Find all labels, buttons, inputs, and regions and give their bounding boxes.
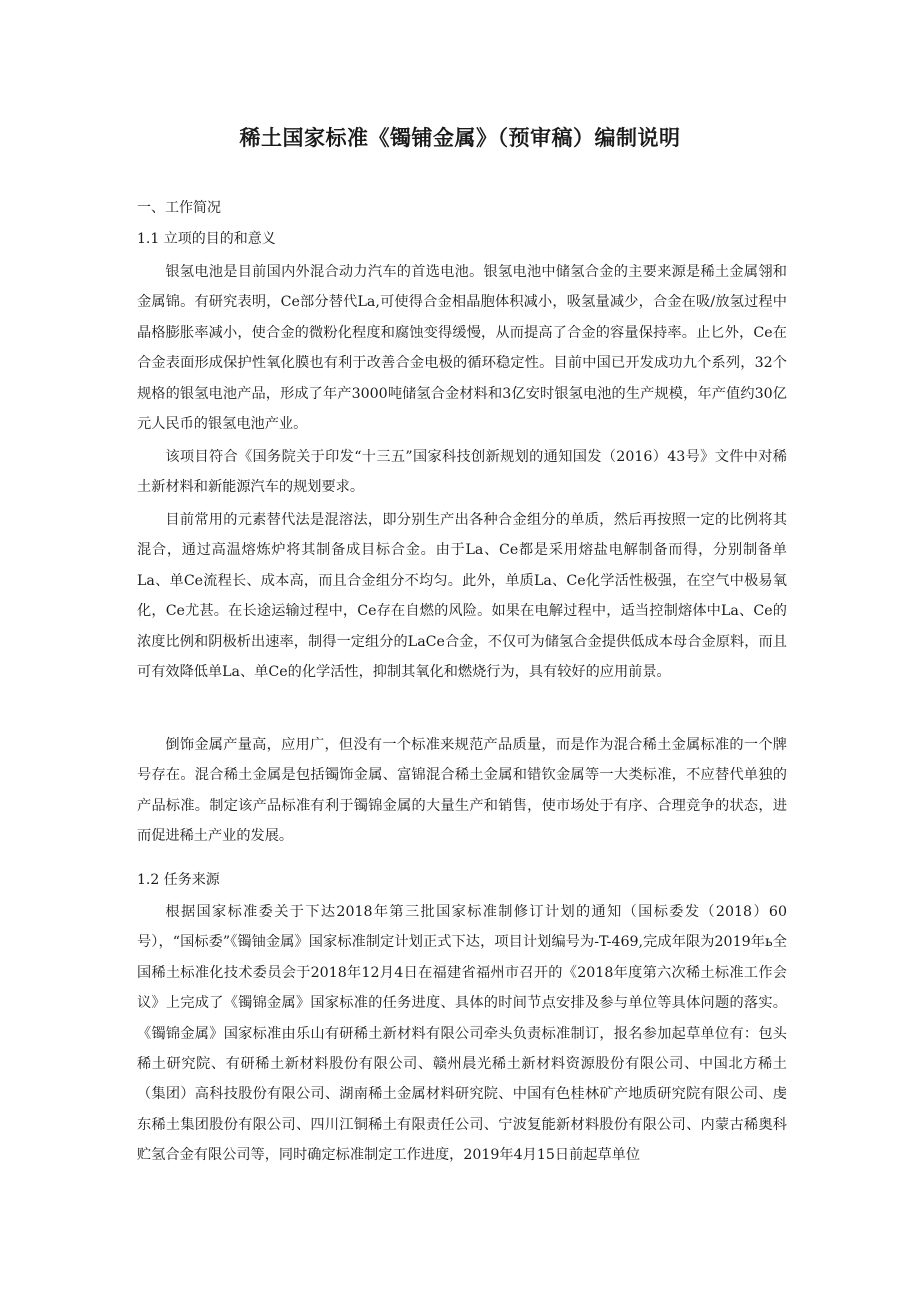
paragraph-standard-necessity: 倒饰金属产量高，应用广，但没有一个标准来规范产品质量，而是作为混合稀土金属标准的一个牌号存在。混合稀土金属是包括镯饰金属、富锦混合稀土金属和错钦金属等一大类标准，不应替代单独的产品标准。制定该产品标准有利于镯锦金属的大量生产和销售，使市场处于有序、合理竞争的状态，进而促进稀土产业的发展。 (137, 737, 787, 845)
subsection-heading-purpose: 1.1 立项的目的和意义 (137, 231, 276, 247)
paragraph-battery-background: 银氢电池是目前国内外混合动力汽车的首选电池。银氢电池中储氢合金的主要来源是稀土金属翎和金属锦。有研究表明，Ce部分替代La,可使得合金相晶胞体积减小，吸氢量减少，合金在吸/放氢过程中晶格膨胀率减小，使合金的微粉化程度和腐蚀变得缓慢，从而提高了合金的容量保持率。止匕外，Ce在合金表面形成保护性氧化膜也有利于改善合金电极的循环稳定性。目前中国已开发成功九个系列，32个规格的银氢电池产品，形成了年产3000吨储氢合金材料和3亿安时银氢电池的生产规模，年产值约30亿元人民币的银氢电池产业。 (137, 264, 787, 433)
subsection-heading-task-source: 1.2 任务来源 (137, 872, 220, 888)
paragraph-task-source: 根据国家标准委关于下达2018年第三批国家标准制修订计划的通知（国标委发（2018）60号），“国标委”《镯铀金属》国家标准制定计划正式下达，项目计划编号为-T-469,完成年限为2019年ь全国稀土标准化技术委员会于2018年12月4日在福建省福州市召开的《2018年度第六次稀土标准工作会议》上完成了《镯锦金属》国家标准的任务进度、具体的时间节点安排及参与单位等具体问题的落实。《镯锦金属》国家标准由乐山有研稀土新材料有限公司牵头负责标准制订，报名参加起草单位有：包头稀土研究院、有研稀土新材料股份有限公司、赣州晨光稀土新材料资源股份有限公司、中国北方稀土（集团）高科技股份有限公司、湖南稀土金属材料研究院、中国有色桂林矿产地质研究院有限公司、虔东稀土集团股份有限公司、四川江铜稀土有限责任公司、宁波复能新材料股份有限公司、内蒙古稀奥科贮氢合金有限公司等，同时确定标准制定工作进度，2019年4月15日前起草单位 (137, 904, 787, 1164)
document-title: 稀土国家标准《镯铺金属》（预审稿）编制说明 (239, 126, 681, 150)
paragraph-policy-compliance: 该项目符合《国务院关于印发“十三五”国家科技创新规划的通知国发（2016）43号》文件中对稀土新材料和新能源汽车的规划要求。 (137, 449, 787, 496)
paragraph-substitution-method: 目前常用的元素替代法是混溶法，即分别生产出各种合金组分的单质，然后再按照一定的比例将其混合，通过高温熔炼炉将其制备成目标合金。由于La、Ce都是采用熔盐电解制备而得，分别制备单La、单Ce流程长、成本高，而且合金组分不均匀。此外，单质La、Ce化学活性极强，在空气中极易氧化，Ce尤甚。在长途运输过程中，Ce存在自燃的风险。如果在电解过程中，适当控制熔体中La、Ce的浓度比例和阴极析出速率，制得一定组分的LaCe合金，不仅可为储氢合金提供低成本母合金原料，而且可有效降低单La、单Ce的化学活性，抑制其氧化和燃烧行为，具有较好的应用前景。 (137, 512, 787, 681)
section-heading-work-overview: 一、工作简况 (137, 200, 221, 216)
